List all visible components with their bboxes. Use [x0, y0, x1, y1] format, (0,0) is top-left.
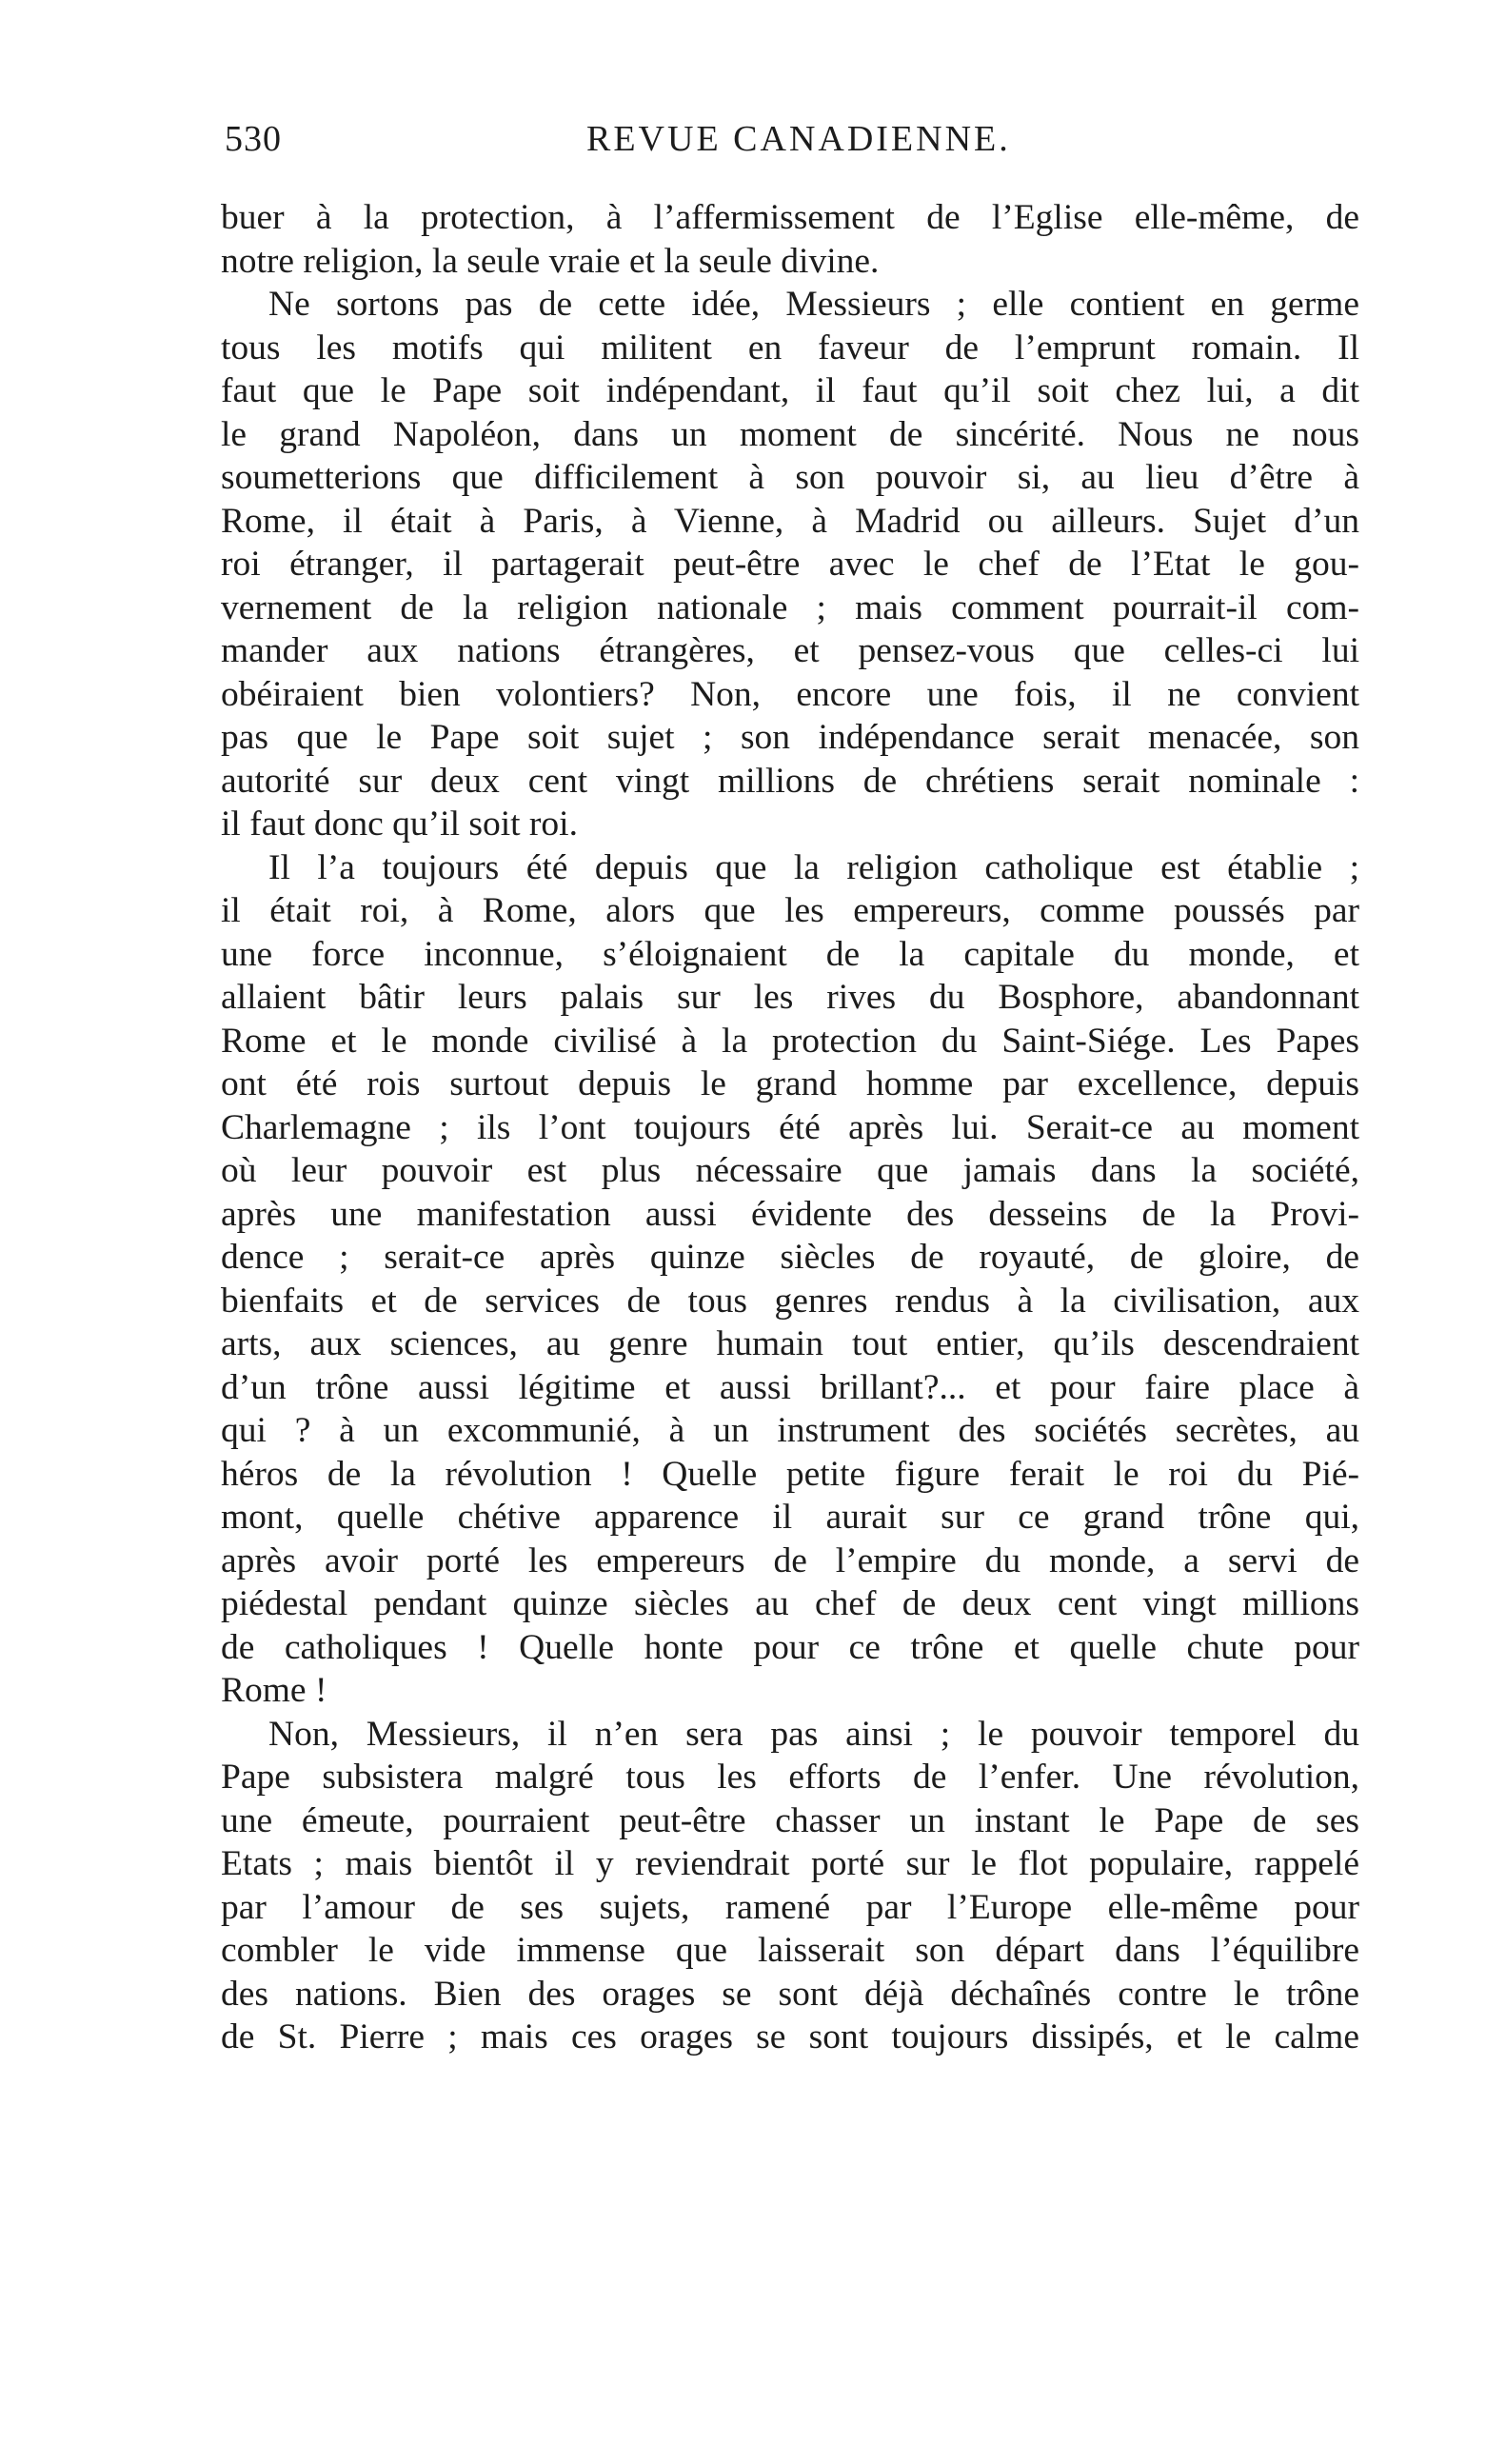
text-line: une émeute, pourraient peut-être chasser un instant le Pape de ses	[221, 1800, 1359, 1840]
text-line: Non, Messieurs, il n’en sera pas ainsi ; le pouvoir temporel du	[268, 1714, 1359, 1754]
text-line: tous les motifs qui militent en faveur de l’emprunt romain. Il	[221, 328, 1359, 368]
text-line: combler le vide immense que laisserait son départ dans l’équilibre	[221, 1931, 1359, 1970]
page-number: 530	[225, 119, 282, 159]
text-line: de catholiques ! Quelle honte pour ce trône et quelle chute pour	[221, 1627, 1359, 1667]
text-line: une force inconnue, s’éloignaient de la capitale du monde, et	[221, 934, 1359, 974]
text-line: mont, quelle chétive apparence il aurait sur ce grand trône qui,	[221, 1498, 1359, 1537]
text-line: faut que le Pape soit indépendant, il faut qu’il soit chez lui, a dit	[221, 371, 1359, 410]
text-line: bienfaits et de services de tous genres rendus à la civilisation, aux	[221, 1281, 1359, 1321]
text-line: Rome !	[221, 1671, 327, 1710]
text-line: notre religion, la seule vraie et la seule divine.	[221, 241, 880, 281]
text-line: roi étranger, il partagerait peut-être avec le chef de l’Etat le gou-	[221, 545, 1359, 584]
text-line: Il l’a toujours été depuis que la religion catholique est établie ;	[268, 847, 1359, 887]
text-line: piédestal pendant quinze siècles au chef de deux cent vingt millions	[221, 1584, 1359, 1623]
text-line: allaient bâtir leurs palais sur les rives du Bosphore, abandonnant	[221, 978, 1359, 1017]
text-line: vernement de la religion nationale ; mais comment pourrait-il com-	[221, 587, 1359, 627]
text-line: de St. Pierre ; mais ces orages se sont toujours dissipés, et le calme	[221, 2017, 1359, 2057]
text-line: dence ; serait-ce après quinze siècles de royauté, de gloire, de	[221, 1238, 1359, 1277]
text-line: il faut donc qu’il soit roi.	[221, 805, 578, 844]
text-line: il était roi, à Rome, alors que les empereurs, comme poussés par	[221, 891, 1359, 930]
text-line: Rome, il était à Paris, à Vienne, à Madrid ou ailleurs. Sujet d’un	[221, 501, 1359, 541]
text-line: Rome et le monde civilisé à la protection du Saint-Siége. Les Papes	[221, 1021, 1359, 1061]
text-line: où leur pouvoir est plus nécessaire que jamais dans la société,	[221, 1151, 1359, 1190]
text-line: Pape subsistera malgré tous les efforts de l’enfer. Une révolution,	[221, 1758, 1359, 1797]
running-head	[225, 118, 1367, 171]
text-line: héros de la révolution ! Quelle petite figure ferait le roi du Pié-	[221, 1454, 1359, 1494]
body-text	[221, 196, 1359, 2059]
text-line: Ne sortons pas de cette idée, Messieurs ; elle contient en germe	[268, 285, 1359, 324]
text-line: buer à la protection, à l’affermissement de l’Eglise elle-même, de	[221, 198, 1359, 237]
text-line: le grand Napoléon, dans un moment de sincérité. Nous ne nous	[221, 414, 1359, 454]
text-line: arts, aux sciences, au genre humain tout entier, qu’ils descendraient	[221, 1324, 1359, 1363]
text-line: après avoir porté les empereurs de l’empire du monde, a servi de	[221, 1540, 1359, 1580]
running-title: REVUE CANADIENNE.	[586, 119, 1011, 159]
text-line: après une manifestation aussi évidente des desseins de la Provi-	[221, 1194, 1359, 1234]
text-line: mander aux nations étrangères, et pensez-vous que celles-ci lui	[221, 631, 1359, 670]
text-line: Charlemagne ; ils l’ont toujours été après lui. Serait-ce au moment	[221, 1107, 1359, 1147]
text-line: autorité sur deux cent vingt millions de chrétiens serait nominale :	[221, 761, 1359, 801]
text-line: Etats ; mais bientôt il y reviendrait porté sur le flot populaire, rappelé	[221, 1844, 1359, 1883]
text-line: pas que le Pape soit sujet ; son indépendance serait menacée, son	[221, 718, 1359, 757]
text-line: obéiraient bien volontiers? Non, encore une fois, il ne convient	[221, 674, 1359, 714]
text-line: des nations. Bien des orages se sont déjà déchaînés contre le trône	[221, 1974, 1359, 2014]
text-line: par l’amour de ses sujets, ramené par l’Europe elle-même pour	[221, 1887, 1359, 1927]
text-line: soumetterions que difficilement à son pouvoir si, au lieu d’être à	[221, 458, 1359, 497]
text-line: ont été rois surtout depuis le grand homme par excellence, depuis	[221, 1064, 1359, 1103]
text-line: d’un trône aussi légitime et aussi brillant?... et pour faire place à	[221, 1367, 1359, 1407]
text-line: qui ? à un excommunié, à un instrument des sociétés secrètes, au	[221, 1411, 1359, 1450]
